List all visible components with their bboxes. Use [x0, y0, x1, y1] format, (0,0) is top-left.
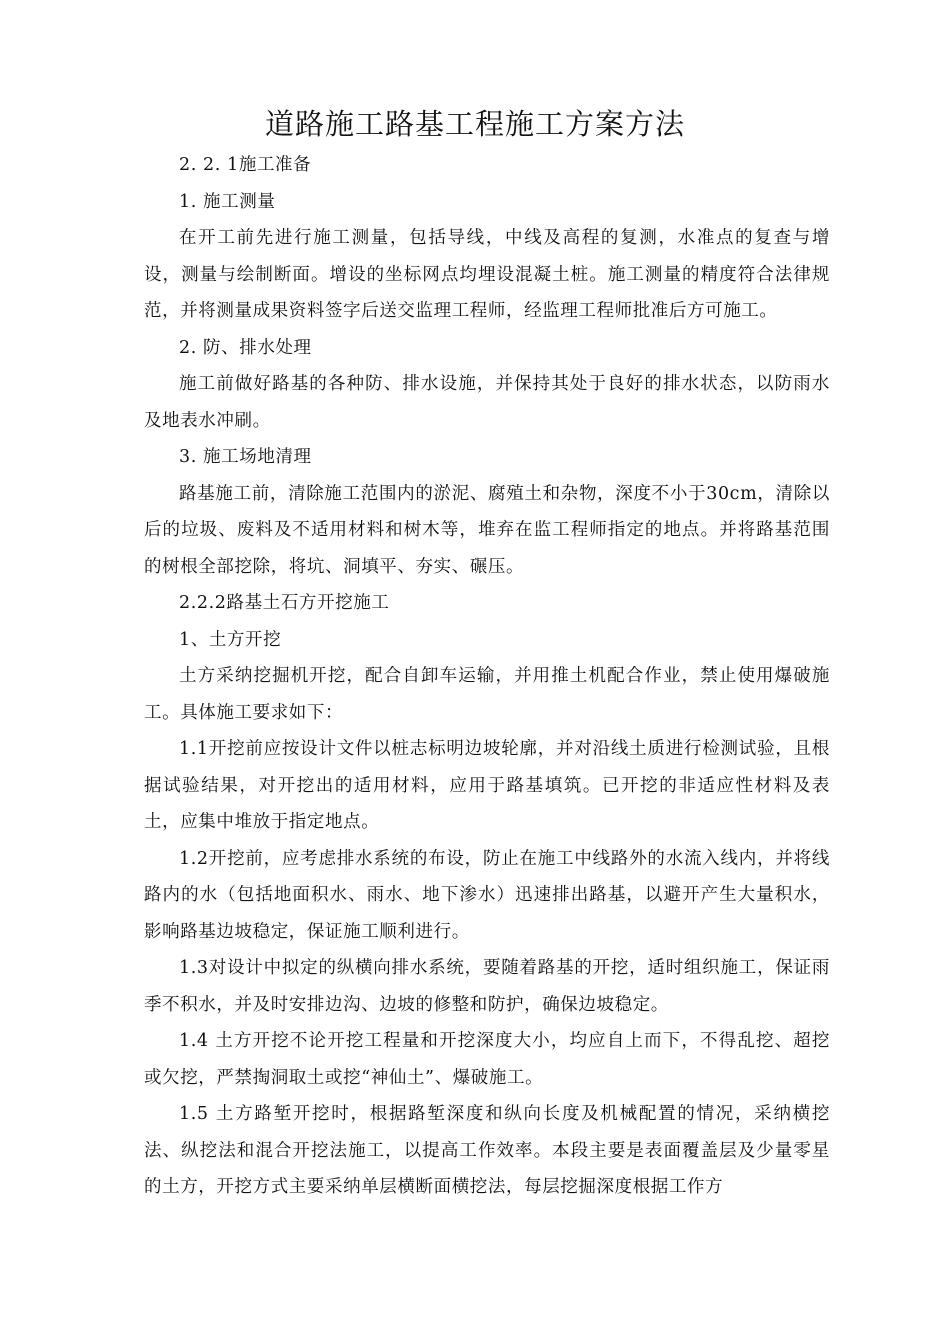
body-paragraph: 路基施工前，清除施工范围内的淤泥、腐殖土和杂物，深度不小于30cm，清除以后的垃圾、废料及不适用材料和树木等，堆弃在监工程师指定的地点。并将路基范围的树根全部挖除，将坑、洞填平、夯实、碾压。 [144, 483, 830, 577]
section-heading: 2.2.2路基土石方开挖施工 [179, 593, 390, 613]
section-heading: 2. 2. 1施工准备 [179, 155, 312, 175]
document-title: 道路施工路基工程施工方案方法 [264, 107, 685, 141]
subsection-heading: 1、土方开挖 [179, 629, 282, 650]
body-paragraph: 1.2开挖前，应考虑排水系统的布设，防止在施工中线路外的水流入线内，并将线路内的水（包括地面积水、雨水、地下渗水）迅速排出路基，以避开产生大量积水，影响路基边坡稳定，保证施工顺利进行。 [144, 848, 830, 942]
subsection-heading: 2. 防、排水处理 [179, 337, 312, 358]
body-paragraph: 1.3对设计中拟定的纵横向排水系统，要随着路基的开挖，适时组织施工，保证雨季不积水，并及时安排边沟、边坡的修整和防护，确保边坡稳定。 [144, 958, 830, 1015]
body-paragraph: 施工前做好路基的各种防、排水设施，并保持其处于良好的排水状态，以防雨水及地表水冲刷。 [144, 374, 830, 431]
body-paragraph: 1.4 土方开挖不论开挖工程量和开挖深度大小，均应自上而下，不得乱挖、超挖或欠挖，严禁掏洞取土或挖“神仙土”、爆破施工。 [144, 1031, 830, 1088]
body-paragraph: 土方采纳挖掘机开挖，配合自卸车运输，并用推土机配合作业，禁止使用爆破施工。具体施工要求如下： [144, 666, 830, 723]
body-paragraph: 1.1开挖前应按设计文件以桩志标明边坡轮廓，并对沿线土质进行检测试验，且根据试验结果，对开挖出的适用材料，应用于路基填筑。已开挖的非适应性材料及表土，应集中堆放于指定地点。 [144, 739, 830, 832]
document-body [144, 147, 830, 1206]
body-paragraph: 1.5 土方路堑开挖时，根据路堑深度和纵向长度及机械配置的情况，采纳横挖法、纵挖法和混合开挖法施工，以提高工作效率。本段主要是表面覆盖层及少量零星的土方，开挖方式主要采纳单层横断面横挖法，每层挖掘深度根据工作方 [144, 1104, 830, 1197]
subsection-heading: 3. 施工场地清理 [179, 447, 312, 467]
subsection-heading: 1. 施工测量 [179, 191, 276, 212]
body-paragraph: 在开工前先进行施工测量，包括导线，中线及高程的复测，水准点的复查与增设，测量与绘制断面。增设的坐标网点均埋设混凝土桩。施工测量的精度符合法律规范，并将测量成果资料签字后送交监理工程师，经监理工程师批准后方可施工。 [144, 228, 830, 321]
